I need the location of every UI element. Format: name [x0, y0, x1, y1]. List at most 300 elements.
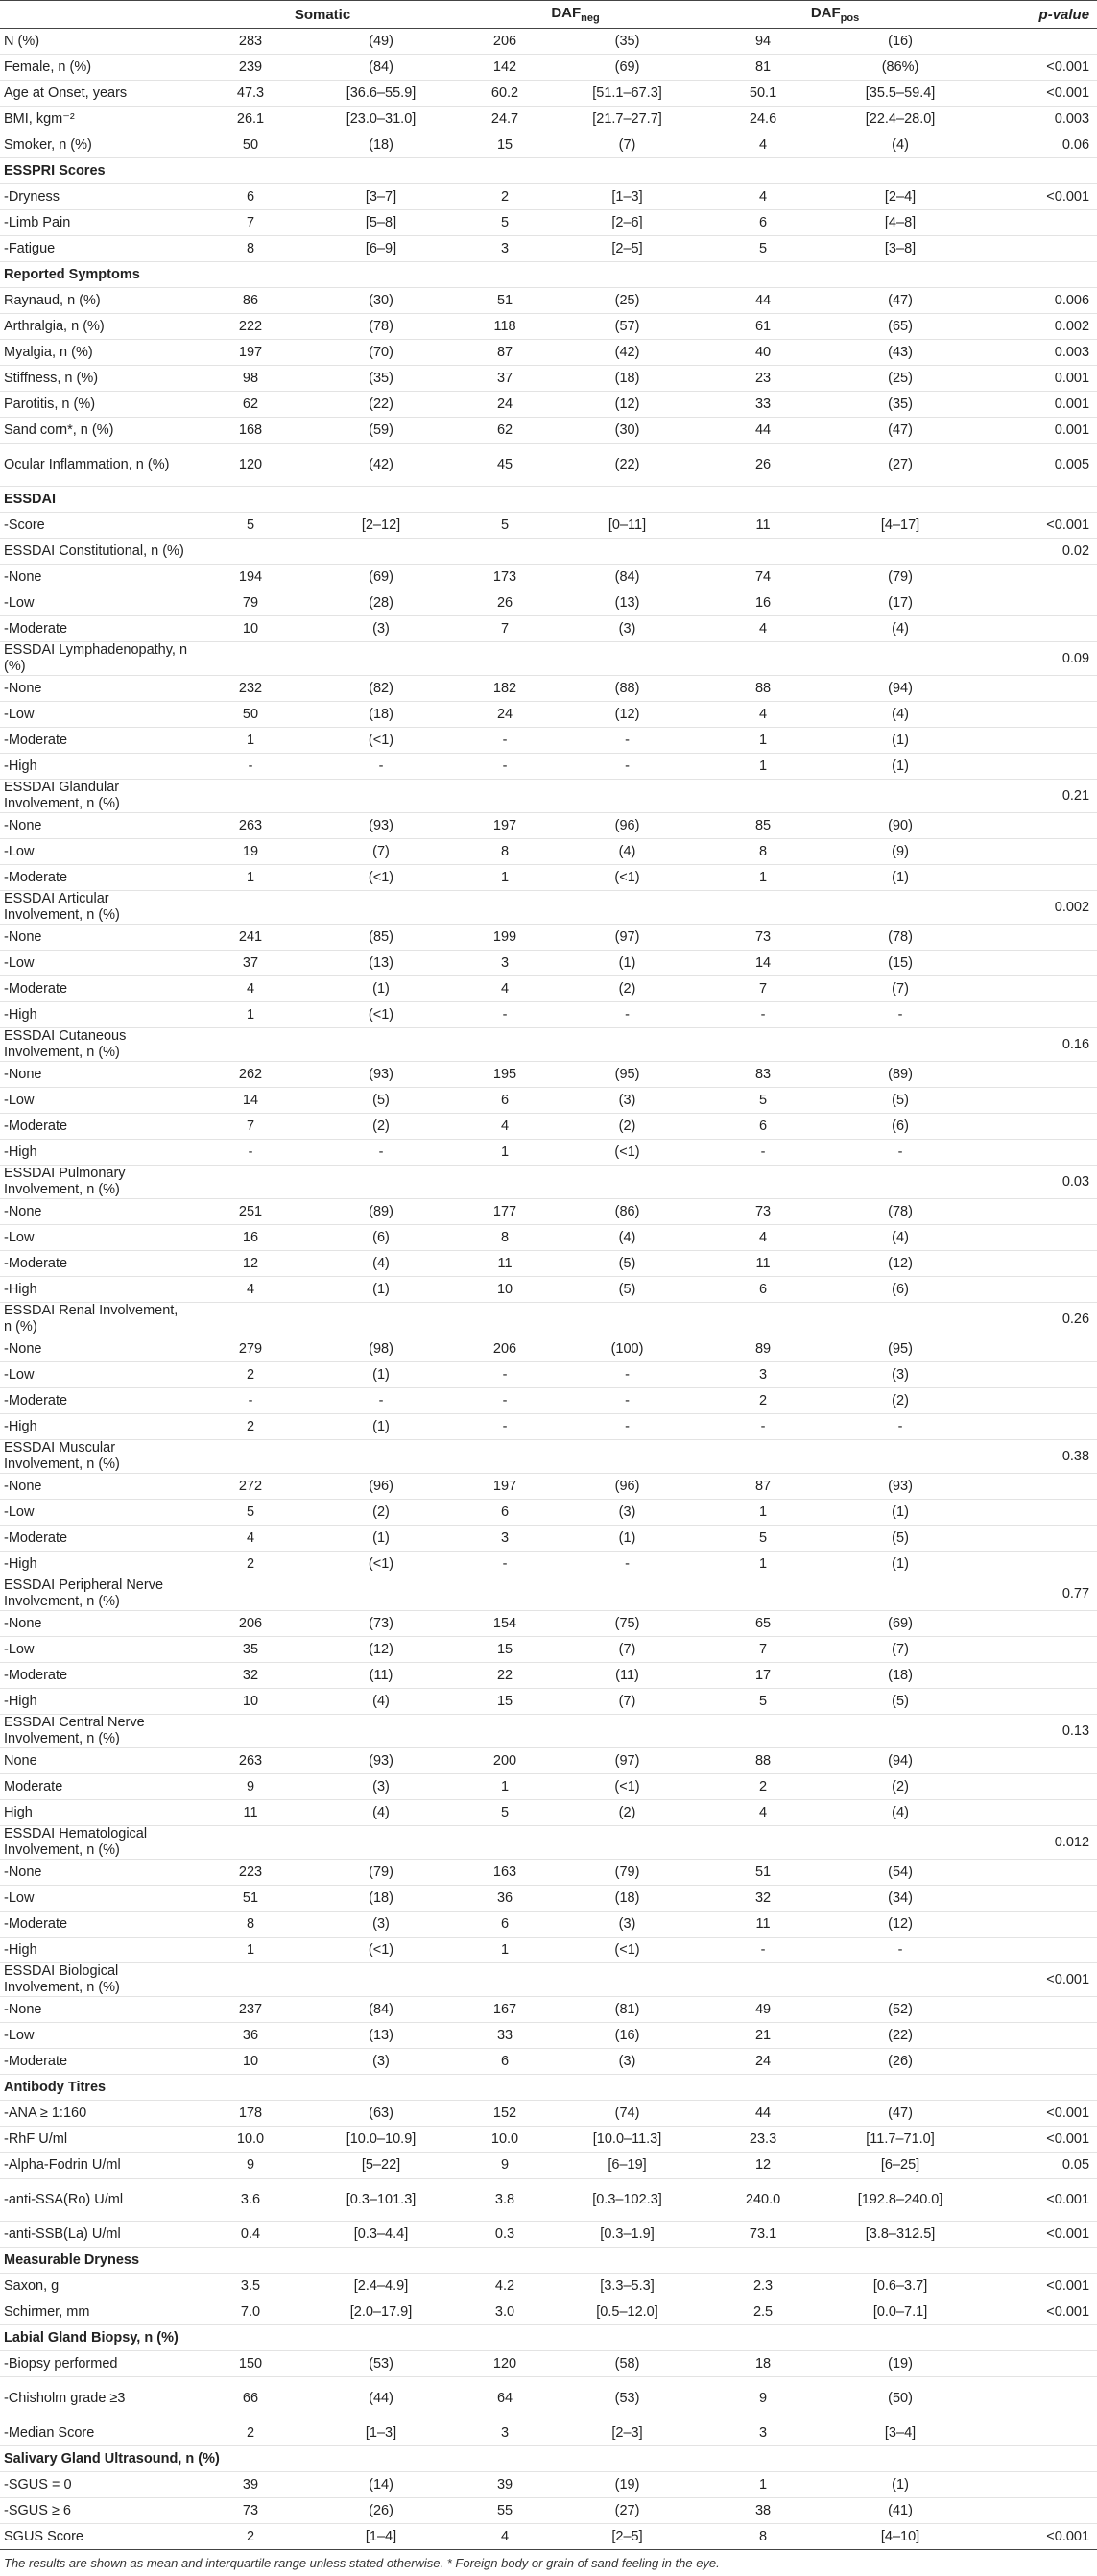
cell-pvalue	[972, 565, 1097, 590]
cell-d: -	[557, 1388, 698, 1414]
cell-e	[698, 780, 828, 813]
row-label: -None	[0, 813, 192, 839]
cell-c: 45	[453, 444, 557, 487]
cell-c: 5	[453, 210, 557, 236]
cell-c: 24.7	[453, 107, 557, 132]
cell-d: (7)	[557, 1689, 698, 1715]
cell-pvalue: 0.77	[972, 1577, 1097, 1611]
row-label: -Low	[0, 1637, 192, 1663]
cell-f: (15)	[828, 951, 972, 976]
row-label: SGUS Score	[0, 2524, 192, 2550]
cell-a: 39	[192, 2472, 309, 2498]
cell-e: 44	[698, 418, 828, 444]
row-label: Age at Onset, years	[0, 81, 192, 107]
cell-b: (18)	[309, 1886, 453, 1912]
header-row	[0, 1, 1097, 29]
cell-c: 177	[453, 1199, 557, 1225]
row-label: -Low	[0, 951, 192, 976]
cell-b: (93)	[309, 813, 453, 839]
cell-e: 73	[698, 925, 828, 951]
row-label: ESSDAI Constitutional, n (%)	[0, 539, 192, 565]
row-label: ESSDAI Pulmonary Involvement, n (%)	[0, 1166, 192, 1199]
cell-c: 118	[453, 314, 557, 340]
row-label: -None	[0, 676, 192, 702]
cell-d: (95)	[557, 1062, 698, 1088]
cell-c: 62	[453, 418, 557, 444]
cell-c: 24	[453, 392, 557, 418]
cell-a: 10	[192, 2049, 309, 2075]
cell-a: 4	[192, 976, 309, 1002]
cell-a: 73	[192, 2498, 309, 2524]
cell-a: 7	[192, 1114, 309, 1140]
cell-e: 7	[698, 976, 828, 1002]
cell-d	[557, 1028, 698, 1062]
cell-f	[828, 642, 972, 676]
cell-d	[557, 1577, 698, 1611]
cell-c: 1	[453, 1774, 557, 1800]
table-row	[0, 2023, 1097, 2049]
cell-f: (12)	[828, 1251, 972, 1277]
cell-a: 47.3	[192, 81, 309, 107]
row-label: -High	[0, 1938, 192, 1963]
table-row	[0, 1577, 1097, 1611]
cell-a: 50	[192, 702, 309, 728]
cell-pvalue: <0.001	[972, 2524, 1097, 2550]
cell-e: 2.5	[698, 2299, 828, 2325]
cell-f: (27)	[828, 444, 972, 487]
cell-a: 197	[192, 340, 309, 366]
cell-e: 73.1	[698, 2222, 828, 2248]
cell-pvalue	[972, 1611, 1097, 1637]
table-row	[0, 107, 1097, 132]
cell-c: 7	[453, 616, 557, 642]
cell-e: 1	[698, 754, 828, 780]
header-dafneg-main: DAF	[551, 5, 582, 21]
header-dafpos-sub: pos	[840, 12, 860, 24]
table-row	[0, 184, 1097, 210]
cell-e: 11	[698, 1251, 828, 1277]
cell-pvalue: 0.012	[972, 1826, 1097, 1860]
cell-d: (7)	[557, 1637, 698, 1663]
cell-e: 85	[698, 813, 828, 839]
cell-a: 150	[192, 2351, 309, 2377]
cell-e: 33	[698, 392, 828, 418]
cell-a: 5	[192, 513, 309, 539]
cell-pvalue	[972, 2420, 1097, 2446]
cell-d: (74)	[557, 2101, 698, 2127]
cell-c: 206	[453, 1336, 557, 1362]
header-dafneg-sub: neg	[581, 12, 600, 24]
header-dafpos-main: DAF	[810, 5, 841, 21]
cell-pvalue	[972, 1774, 1097, 1800]
cell-pvalue: <0.001	[972, 2274, 1097, 2299]
cell-a: 50	[192, 132, 309, 158]
cell-a: 79	[192, 590, 309, 616]
row-label: -Moderate	[0, 2049, 192, 2075]
cell-c: 3	[453, 2420, 557, 2446]
cell-c	[453, 891, 557, 925]
cell-b: (<1)	[309, 1552, 453, 1577]
cell-c: -	[453, 754, 557, 780]
table-row	[0, 2179, 1097, 2222]
cell-b: (84)	[309, 55, 453, 81]
cell-f: (47)	[828, 2101, 972, 2127]
table-row	[0, 1199, 1097, 1225]
cell-a	[192, 1166, 309, 1199]
cell-d: [2–5]	[557, 236, 698, 262]
cell-f: (26)	[828, 2049, 972, 2075]
table-row	[0, 1800, 1097, 1826]
table-row	[0, 2524, 1097, 2550]
cell-f: -	[828, 1938, 972, 1963]
cell-c: 173	[453, 565, 557, 590]
table-row	[0, 314, 1097, 340]
cell-a: 279	[192, 1336, 309, 1362]
cell-f: (25)	[828, 366, 972, 392]
cell-d: -	[557, 1362, 698, 1388]
cell-c: 6	[453, 2049, 557, 2075]
cell-c: 6	[453, 1088, 557, 1114]
cell-f	[828, 1303, 972, 1336]
header-dafneg	[453, 1, 698, 29]
cell-b: (1)	[309, 1526, 453, 1552]
table-row	[0, 616, 1097, 642]
table-row	[0, 976, 1097, 1002]
cell-d: [2–6]	[557, 210, 698, 236]
cell-e: 8	[698, 839, 828, 865]
cell-d: (19)	[557, 2472, 698, 2498]
cell-a: 263	[192, 813, 309, 839]
cell-e: 8	[698, 2524, 828, 2550]
cell-a: 120	[192, 444, 309, 487]
cell-f: -	[828, 1414, 972, 1440]
cell-b: (44)	[309, 2377, 453, 2420]
cell-e: 5	[698, 1088, 828, 1114]
cell-e: -	[698, 1938, 828, 1963]
cell-pvalue: 0.16	[972, 1028, 1097, 1062]
cell-f: [2–4]	[828, 184, 972, 210]
cell-pvalue: 0.002	[972, 891, 1097, 925]
cell-b: (73)	[309, 1611, 453, 1637]
table-row	[0, 642, 1097, 676]
row-label: Schirmer, mm	[0, 2299, 192, 2325]
cell-b: (3)	[309, 1912, 453, 1938]
cell-f: (2)	[828, 1774, 972, 1800]
cell-e: 3	[698, 2420, 828, 2446]
cell-b: (3)	[309, 2049, 453, 2075]
table-row	[0, 1028, 1097, 1062]
table-row	[0, 1860, 1097, 1886]
cell-c: 55	[453, 2498, 557, 2524]
cell-d: (97)	[557, 925, 698, 951]
cell-pvalue	[972, 210, 1097, 236]
cell-d	[557, 1826, 698, 1860]
cell-b: (<1)	[309, 728, 453, 754]
cell-f: (35)	[828, 392, 972, 418]
table-row	[0, 1500, 1097, 1526]
cell-e: 6	[698, 210, 828, 236]
cell-c	[453, 780, 557, 813]
cell-b: (13)	[309, 2023, 453, 2049]
row-label: -None	[0, 1474, 192, 1500]
header-pvalue: p-value	[972, 1, 1097, 29]
cell-f	[828, 780, 972, 813]
cell-a: 241	[192, 925, 309, 951]
cell-pvalue	[972, 976, 1097, 1002]
table-row	[0, 1611, 1097, 1637]
cell-d: (30)	[557, 418, 698, 444]
cell-d: [3.3–5.3]	[557, 2274, 698, 2299]
cell-e: 40	[698, 340, 828, 366]
cell-f: (3)	[828, 1362, 972, 1388]
cell-f: (1)	[828, 728, 972, 754]
table-row	[0, 392, 1097, 418]
cell-b: [5–8]	[309, 210, 453, 236]
cell-f: (5)	[828, 1689, 972, 1715]
cell-c: 51	[453, 288, 557, 314]
cell-f	[828, 891, 972, 925]
table-row	[0, 288, 1097, 314]
cell-b: (79)	[309, 1860, 453, 1886]
cell-c	[453, 1166, 557, 1199]
cell-a	[192, 642, 309, 676]
cell-d: (75)	[557, 1611, 698, 1637]
cell-d: (1)	[557, 951, 698, 976]
cell-pvalue	[972, 1938, 1097, 1963]
cell-b: [2–12]	[309, 513, 453, 539]
cell-pvalue: 0.006	[972, 288, 1097, 314]
row-label: ESSDAI Central Nerve Involvement, n (%)	[0, 1715, 192, 1748]
cell-e: 14	[698, 951, 828, 976]
table-row	[0, 1336, 1097, 1362]
cell-b: (69)	[309, 565, 453, 590]
cell-pvalue: 0.03	[972, 1166, 1097, 1199]
cell-c: 8	[453, 839, 557, 865]
cell-d: (12)	[557, 392, 698, 418]
cell-c: -	[453, 728, 557, 754]
cell-b	[309, 1826, 453, 1860]
table-row	[0, 1062, 1097, 1088]
cell-d	[557, 1303, 698, 1336]
cell-b: [23.0–31.0]	[309, 107, 453, 132]
cell-f: (69)	[828, 1611, 972, 1637]
row-label: -Low	[0, 1500, 192, 1526]
row-label: ESSDAI Glandular Involvement, n (%)	[0, 780, 192, 813]
table-row	[0, 2222, 1097, 2248]
cell-f: (4)	[828, 132, 972, 158]
cell-pvalue	[972, 951, 1097, 976]
cell-f: (94)	[828, 1748, 972, 1774]
table-row	[0, 340, 1097, 366]
table-row	[0, 865, 1097, 891]
table-row	[0, 1002, 1097, 1028]
table-row	[0, 839, 1097, 865]
header-dafpos	[698, 1, 972, 29]
cell-d: (18)	[557, 1886, 698, 1912]
cell-c	[453, 1440, 557, 1474]
cell-a: 11	[192, 1800, 309, 1826]
cell-a: 1	[192, 728, 309, 754]
cell-a: 32	[192, 1663, 309, 1689]
cell-c: 142	[453, 55, 557, 81]
cell-c: 64	[453, 2377, 557, 2420]
cell-a: 239	[192, 55, 309, 81]
cell-f: (54)	[828, 1860, 972, 1886]
cell-e: 81	[698, 55, 828, 81]
cell-pvalue	[972, 702, 1097, 728]
table-row	[0, 951, 1097, 976]
row-label: -Score	[0, 513, 192, 539]
cell-d: [2–5]	[557, 2524, 698, 2550]
row-label: -Low	[0, 2023, 192, 2049]
cell-d: [0.5–12.0]	[557, 2299, 698, 2325]
cell-pvalue	[972, 2023, 1097, 2049]
cell-b: [36.6–55.9]	[309, 81, 453, 107]
cell-pvalue: 0.26	[972, 1303, 1097, 1336]
cell-c: -	[453, 1552, 557, 1577]
cell-d: [0.3–102.3]	[557, 2179, 698, 2222]
cell-e: -	[698, 1414, 828, 1440]
cell-e: 51	[698, 1860, 828, 1886]
cell-f	[828, 1963, 972, 1997]
cell-e	[698, 1577, 828, 1611]
cell-b: (96)	[309, 1474, 453, 1500]
cell-a: -	[192, 754, 309, 780]
table-row	[0, 1166, 1097, 1199]
cell-d: (11)	[557, 1663, 698, 1689]
table-row	[0, 2153, 1097, 2179]
table-body	[0, 29, 1097, 2550]
cell-c: 1	[453, 1140, 557, 1166]
cell-pvalue	[972, 1800, 1097, 1826]
row-label: -Moderate	[0, 865, 192, 891]
cell-pvalue: <0.001	[972, 2101, 1097, 2127]
cell-e: 5	[698, 1689, 828, 1715]
cell-f	[828, 1826, 972, 1860]
row-label: ESSDAI Lymphadenopathy, n (%)	[0, 642, 192, 676]
cell-b: (63)	[309, 2101, 453, 2127]
cell-a: 7.0	[192, 2299, 309, 2325]
row-label: -None	[0, 1199, 192, 1225]
cell-d: (57)	[557, 314, 698, 340]
cell-a	[192, 1963, 309, 1997]
cell-d	[557, 891, 698, 925]
cell-c: 3.0	[453, 2299, 557, 2325]
cell-f: (78)	[828, 925, 972, 951]
table-row	[0, 754, 1097, 780]
cell-e: 49	[698, 1997, 828, 2023]
cell-b: (3)	[309, 616, 453, 642]
cell-f: (47)	[828, 418, 972, 444]
row-label: -Fatigue	[0, 236, 192, 262]
cell-b: (1)	[309, 976, 453, 1002]
table-row	[0, 444, 1097, 487]
cell-f	[828, 1028, 972, 1062]
row-label: ESSDAI Muscular Involvement, n (%)	[0, 1440, 192, 1474]
cell-d: [1–3]	[557, 184, 698, 210]
cell-b: (7)	[309, 839, 453, 865]
cell-c: 24	[453, 702, 557, 728]
cell-a: 9	[192, 1774, 309, 1800]
row-label: Moderate	[0, 1774, 192, 1800]
cell-c: 206	[453, 29, 557, 55]
section-title: Salivary Gland Ultrasound, n (%)	[0, 2446, 1097, 2472]
cell-a	[192, 1577, 309, 1611]
row-label: -Moderate	[0, 1114, 192, 1140]
cell-a: 26.1	[192, 107, 309, 132]
cell-a: 194	[192, 565, 309, 590]
table-row	[0, 1474, 1097, 1500]
section-header-row	[0, 2075, 1097, 2101]
table-row	[0, 813, 1097, 839]
cell-e: 88	[698, 1748, 828, 1774]
cell-f	[828, 1166, 972, 1199]
cell-pvalue	[972, 2049, 1097, 2075]
row-label: None	[0, 1748, 192, 1774]
cell-d: (88)	[557, 676, 698, 702]
cell-b	[309, 1715, 453, 1748]
cell-e: 4	[698, 132, 828, 158]
cell-f: (47)	[828, 288, 972, 314]
cell-d: (5)	[557, 1251, 698, 1277]
cell-a	[192, 539, 309, 565]
row-label: -Biopsy performed	[0, 2351, 192, 2377]
table-row	[0, 676, 1097, 702]
cell-b	[309, 1303, 453, 1336]
cell-c: 200	[453, 1748, 557, 1774]
cell-a: 5	[192, 1500, 309, 1526]
cell-d: (<1)	[557, 1774, 698, 1800]
cell-b: (26)	[309, 2498, 453, 2524]
table-row	[0, 1912, 1097, 1938]
cell-c	[453, 642, 557, 676]
cell-a: 2	[192, 1552, 309, 1577]
section-header-row	[0, 2248, 1097, 2274]
cell-pvalue	[972, 1140, 1097, 1166]
cell-b: (18)	[309, 702, 453, 728]
cell-d: (25)	[557, 288, 698, 314]
cell-e: 2	[698, 1388, 828, 1414]
cell-e: 4	[698, 702, 828, 728]
cell-pvalue	[972, 1912, 1097, 1938]
cell-b: (53)	[309, 2351, 453, 2377]
row-label: ESSDAI Articular Involvement, n (%)	[0, 891, 192, 925]
cell-b	[309, 1028, 453, 1062]
cell-b: (12)	[309, 1637, 453, 1663]
cell-c	[453, 1028, 557, 1062]
cell-a: 62	[192, 392, 309, 418]
cell-d: (<1)	[557, 1140, 698, 1166]
cell-d: (79)	[557, 1860, 698, 1886]
cell-c: 5	[453, 1800, 557, 1826]
cell-pvalue: 0.05	[972, 2153, 1097, 2179]
cell-f: [4–17]	[828, 513, 972, 539]
cell-d: (7)	[557, 132, 698, 158]
cell-a	[192, 1028, 309, 1062]
table-row	[0, 132, 1097, 158]
cell-f: [0.6–3.7]	[828, 2274, 972, 2299]
cell-e	[698, 1028, 828, 1062]
cell-b: [0.3–101.3]	[309, 2179, 453, 2222]
cell-d: (22)	[557, 444, 698, 487]
cell-a: 237	[192, 1997, 309, 2023]
cell-f	[828, 1715, 972, 1748]
table-row	[0, 590, 1097, 616]
cell-e: 4	[698, 1800, 828, 1826]
table-row	[0, 1997, 1097, 2023]
cell-pvalue: <0.001	[972, 1963, 1097, 1997]
row-label: -Moderate	[0, 1251, 192, 1277]
